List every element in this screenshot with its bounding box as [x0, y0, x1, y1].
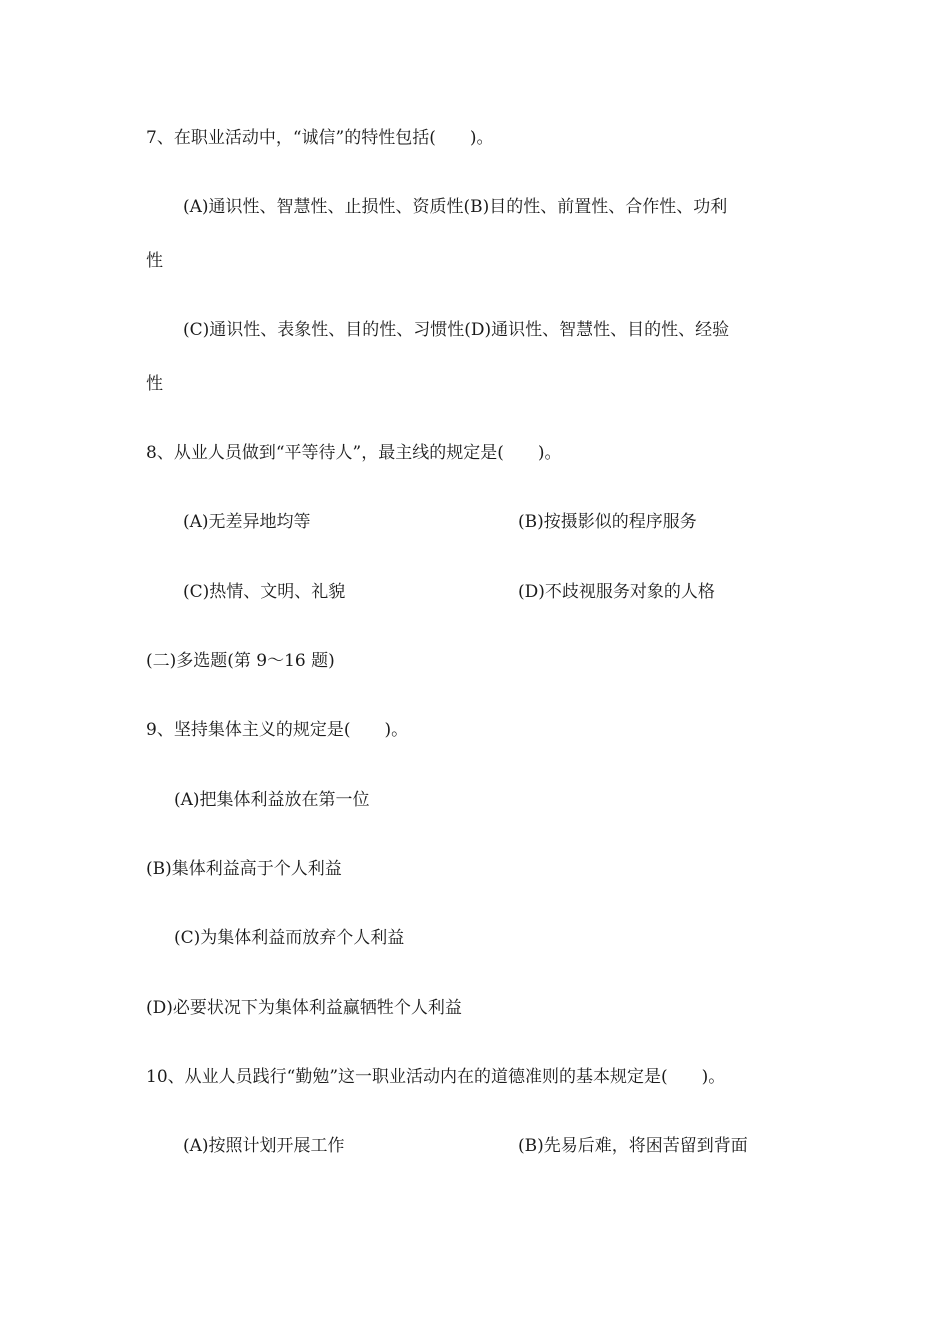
question-7-stem: 7、在职业活动中，“诚信”的特性包括( )。: [146, 128, 494, 148]
question-9-stem: 9、坚持集体主义的规定是( )。: [146, 720, 409, 740]
question-9-option-b: (B)集体利益高于个人利益: [146, 859, 342, 879]
question-7-options-cd-wrap: 性: [146, 374, 163, 394]
question-8-option-a: (A)无差异地均等: [183, 512, 311, 532]
question-9-option-c: (C)为集体利益而放弃个人利益: [174, 928, 405, 948]
question-8-option-d: (D)不歧视服务对象的人格: [518, 582, 715, 602]
question-10-stem: 10、从业人员践行“勤勉”这一职业活动内在的道德准则的基本规定是( )。: [146, 1067, 726, 1087]
question-7-options-cd: (C)通识性、表象性、目的性、习惯性(D)通识性、智慧性、目的性、经验: [183, 320, 730, 340]
question-10-option-a: (A)按照计划开展工作: [183, 1136, 345, 1156]
question-9-option-a: (A)把集体利益放在第一位: [174, 790, 370, 810]
section-heading: (二)多选题(第 9～16 题): [146, 651, 335, 671]
question-8-option-c: (C)热情、文明、礼貌: [183, 582, 346, 602]
question-10-option-b: (B)先易后难，将困苦留到背面: [518, 1136, 748, 1156]
question-8-option-b: (B)按摄影似的程序服务: [518, 512, 697, 532]
question-7-options-ab-wrap: 性: [146, 251, 163, 271]
question-8-stem: 8、从业人员做到“平等待人”，最主线的规定是( )。: [146, 443, 562, 463]
question-7-options-ab: (A)通识性、智慧性、止损性、资质性(B)目的性、前置性、合作性、功利: [183, 197, 728, 217]
question-9-option-d: (D)必要状况下为集体利益赢牺牲个人利益: [146, 998, 462, 1018]
